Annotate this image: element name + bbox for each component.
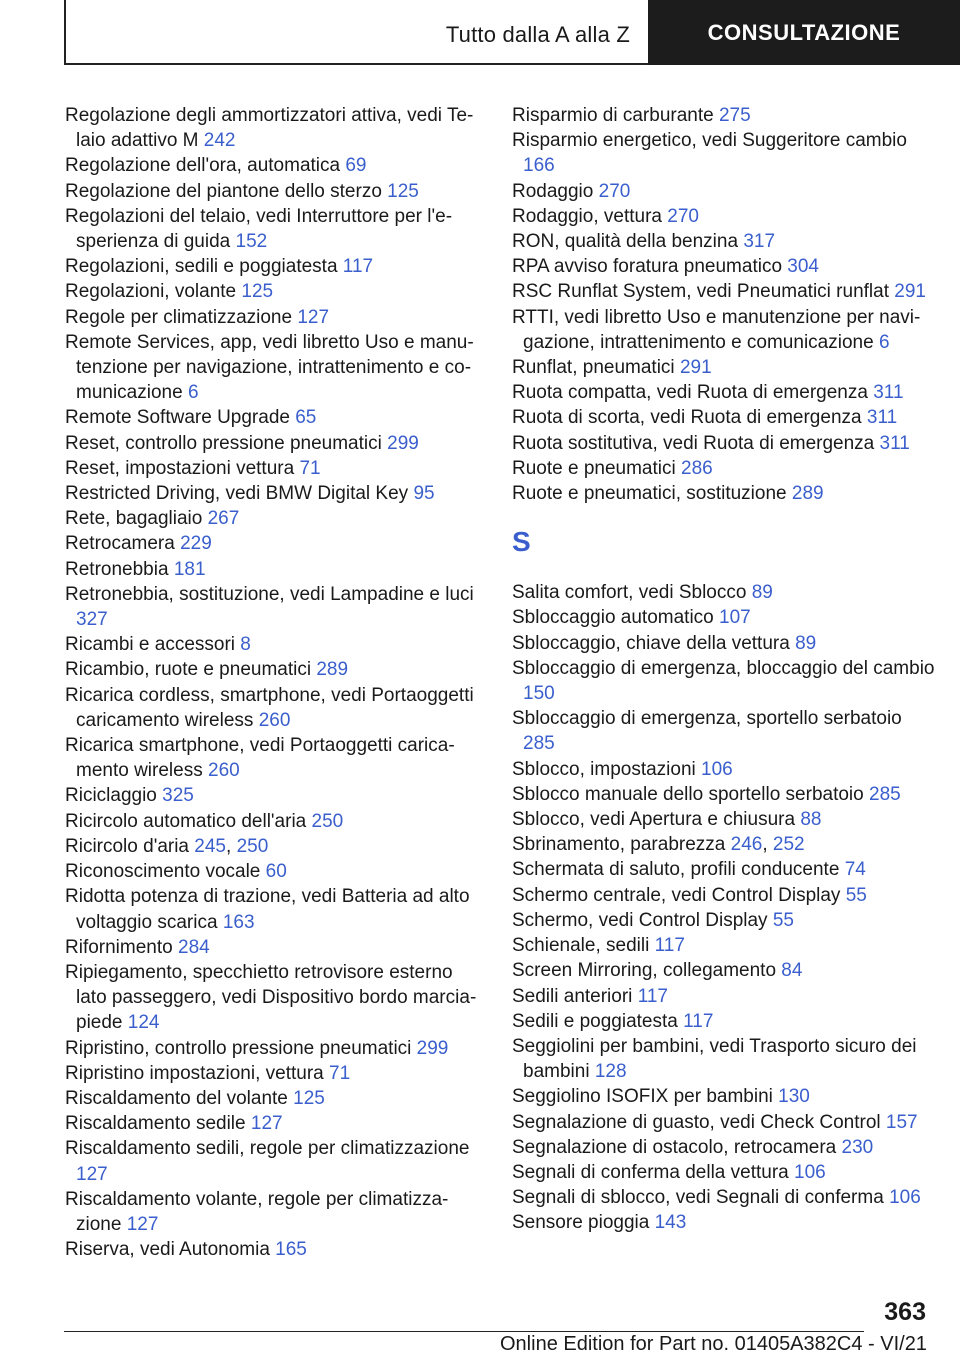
index-entry <box>65 935 485 960</box>
index-entry-term: Regole per climatizzazione <box>65 306 293 328</box>
page-reference-link[interactable]: 127 <box>250 1113 283 1135</box>
index-entry-term: Reset, controllo pressione pneumatici <box>65 432 382 454</box>
index-group-r <box>512 103 937 506</box>
index-entry-term: Salita comfort, vedi Sblocco <box>512 582 747 604</box>
index-entry-term: Riciclaggio <box>65 785 157 807</box>
index-entry-term: Regolazioni del telaio, vedi Interruttore per l'esperienza di guida <box>65 205 453 253</box>
index-entry <box>512 1110 937 1135</box>
index-entry <box>512 807 937 832</box>
index-entry <box>512 431 937 456</box>
index-entry <box>512 380 937 405</box>
page-reference-link[interactable]: 311 <box>866 407 898 429</box>
index-entry <box>512 958 937 983</box>
index-entry-term: Ripiegamento, specchietto retrovisore esterno lato passeggero, vedi Dispositivo bordo marciapiede <box>65 961 477 1034</box>
index-entry-term: Schermata di saluto, profili conducente <box>512 859 840 881</box>
index-entry <box>65 254 485 279</box>
page-reference-link[interactable]: 127 <box>297 306 330 328</box>
index-entry-term: Ripristino impostazioni, vettura <box>65 1062 324 1084</box>
page-reference-link[interactable]: 89 <box>751 582 773 604</box>
page-reference-link[interactable]: 246 <box>730 834 763 856</box>
index-entry <box>512 933 937 958</box>
index-entry <box>512 1135 937 1160</box>
index-entry <box>512 631 937 656</box>
page-reference-link[interactable]: 317 <box>743 231 776 253</box>
page-reference-link[interactable]: 245 <box>194 835 226 857</box>
index-entry <box>65 1187 485 1237</box>
index-entry <box>65 1111 485 1136</box>
index-entry-term: Sblocco manuale dello sportello serbatoio <box>512 783 864 805</box>
header-section-title: Tutto dalla A alla Z <box>445 22 630 47</box>
index-entry-term: Rodaggio <box>512 180 594 202</box>
index-entry <box>65 330 485 406</box>
index-entry-term: Ruota sostitutiva, vedi Ruota di emergenza <box>512 432 875 454</box>
index-entry-term: Sbloccaggio di emergenza, bloccaggio del cambio <box>512 657 935 679</box>
index-entry <box>65 531 485 556</box>
index-entry-term: Riscaldamento del volante <box>65 1087 288 1109</box>
footer-rule <box>64 1331 864 1332</box>
page-reference-link[interactable]: 107 <box>719 607 751 629</box>
page-reference-link[interactable]: 125 <box>241 281 274 303</box>
page-reference-link[interactable]: 117 <box>342 256 374 278</box>
index-entry <box>65 632 485 657</box>
index-entry <box>65 1086 485 1111</box>
index-entry <box>512 179 937 204</box>
index-entry-term: Ruota compatta, vedi Ruota di emergenza <box>512 382 868 404</box>
index-entry <box>512 1210 937 1235</box>
index-entry-term: Riscaldamento volante, regole per climatizzazione <box>65 1188 449 1235</box>
header-chapter-tab <box>648 0 960 65</box>
index-entry-term: Sedili anteriori <box>512 985 633 1007</box>
index-entry-term: Rifornimento <box>65 936 173 958</box>
index-entry-term: Ricambi e accessori <box>65 634 235 656</box>
edition-note: Online Edition for Part no. 01405A382C4 - VI/21 <box>500 1333 927 1355</box>
page-reference-link[interactable]: 8 <box>240 634 251 656</box>
index-entry <box>65 809 485 834</box>
index-entry <box>65 557 485 582</box>
page-reference-link[interactable]: 284 <box>178 936 210 958</box>
index-entry-term: Remote Services, app, vedi libretto Uso e manutenzione per navigazione, intrattenimento e comunicazione <box>65 331 474 404</box>
page-reference-link[interactable]: 143 <box>654 1212 687 1234</box>
index-entry-term: Seggiolino ISOFIX per bambini <box>512 1086 773 1108</box>
index-entry <box>65 683 485 733</box>
page-reference-link[interactable]: 117 <box>637 985 668 1007</box>
index-entry-term: Regolazioni, volante <box>65 281 237 303</box>
page-reference-link[interactable]: 150 <box>523 683 555 705</box>
index-entry-term: Sbloccaggio, chiave della vettura <box>512 632 790 654</box>
index-entry-term: Rete, bagagliaio <box>65 508 203 530</box>
index-entry <box>65 153 485 178</box>
page-reference-link[interactable]: 304 <box>787 256 819 278</box>
page-reference-link[interactable]: 125 <box>387 180 419 202</box>
page-reference-link[interactable]: 69 <box>345 155 367 177</box>
index-entry-term: Sedili e poggiatesta <box>512 1010 678 1032</box>
index-entry-term: Segnalazione di ostacolo, retrocamera <box>512 1136 837 1158</box>
index-entry <box>65 657 485 682</box>
page-reference-link[interactable]: 117 <box>683 1010 714 1032</box>
index-entry-term: Ricircolo automatico dell'aria <box>65 810 307 832</box>
index-entry <box>65 733 485 783</box>
index-entry-term: RPA avviso foratura pneumatico <box>512 256 783 278</box>
index-entry-term: Segnalazione di guasto, vedi Check Control <box>512 1111 881 1133</box>
index-entry <box>65 960 485 1036</box>
page-reference-link[interactable]: 127 <box>126 1213 159 1235</box>
header-chapter-label: CONSULTAZIONE <box>707 19 901 45</box>
page-reference-link[interactable]: 106 <box>794 1161 826 1183</box>
page-reference-link[interactable]: 127 <box>76 1163 108 1185</box>
index-entry-term: RTTI, vedi libretto Uso e manutenzione per navigazione, intrattenimento e comunicazione <box>512 306 921 353</box>
index-entry-term: Schermo, vedi Control Display <box>512 909 768 931</box>
page-reference-link[interactable]: 65 <box>295 407 317 429</box>
index-entry <box>512 481 937 506</box>
index-entry-term: Ricircolo d'aria <box>65 835 190 857</box>
index-entry-term: RSC Runflat System, vedi Pneumatici runflat <box>512 281 889 303</box>
index-entry-term: Ricambio, ruote e pneumatici <box>65 659 312 681</box>
index-entry-term: Sbrinamento, parabrezza <box>512 834 726 856</box>
page-reference-link[interactable]: 6 <box>187 382 199 404</box>
page-reference-link[interactable]: 285 <box>869 783 901 805</box>
page-reference-link[interactable]: 163 <box>222 911 255 933</box>
index-section-letter: S <box>512 526 531 558</box>
page-reference-link[interactable]: 270 <box>598 180 631 202</box>
page-reference-link[interactable]: 260 <box>208 760 240 782</box>
page-reference-link[interactable]: 55 <box>772 909 794 931</box>
page-reference-link[interactable]: 165 <box>275 1239 307 1261</box>
index-entry <box>65 405 485 430</box>
index-entry-term: Ricarica smartphone, vedi Portaoggetti caricamento wireless <box>65 735 455 782</box>
index-entry <box>512 355 937 380</box>
index-entry-term: Runflat, pneumatici <box>512 357 675 379</box>
page-reference-link[interactable]: 250 <box>311 810 344 832</box>
page-reference-link[interactable]: 124 <box>127 1012 160 1034</box>
index-entry <box>65 1036 485 1061</box>
index-entry-term: Riscaldamento sedile <box>65 1113 246 1135</box>
page-reference-link[interactable]: 106 <box>889 1187 921 1209</box>
index-entry-term: Segnali di conferma della vettura <box>512 1161 789 1183</box>
page-reference-link[interactable]: 71 <box>299 457 321 479</box>
page-reference-link[interactable]: 327 <box>76 609 108 631</box>
page-reference-link[interactable]: 71 <box>329 1062 351 1084</box>
page-reference-link[interactable]: 285 <box>523 733 555 755</box>
page-number: 363 <box>884 1298 926 1326</box>
page-reference-link[interactable]: 229 <box>180 533 212 555</box>
index-entry-term: Schermo centrale, vedi Control Display <box>512 884 841 906</box>
index-entry-term: Regolazione dell'ora, automatica <box>65 155 341 177</box>
index-entry-term: Sblocco, impostazioni <box>512 758 696 780</box>
index-entry-term: Regolazione degli ammortizzatori attiva, vedi Telaio adattivo M <box>65 105 474 152</box>
page-reference-link[interactable]: 157 <box>885 1111 918 1133</box>
page-reference-link[interactable]: 166 <box>523 155 555 177</box>
page-reference-link[interactable]: 267 <box>207 508 240 530</box>
index-entry <box>512 128 937 178</box>
index-entry <box>65 783 485 808</box>
index-entry-term: RON, qualità della benzina <box>512 231 739 253</box>
index-entry-term: Retrocamera <box>65 533 175 555</box>
page-reference-link[interactable]: 270 <box>667 205 699 227</box>
page-reference-link[interactable]: 84 <box>781 960 803 982</box>
index-entry <box>512 857 937 882</box>
index-column-left <box>65 103 485 1262</box>
index-entry <box>65 1061 485 1086</box>
index-entry <box>512 1185 937 1210</box>
page-reference-link[interactable]: 125 <box>293 1087 325 1109</box>
index-entry <box>65 103 485 153</box>
index-entry-term: Ruota di scorta, vedi Ruota di emergenza <box>512 407 862 429</box>
page-reference-link[interactable]: 299 <box>416 1037 449 1059</box>
index-entry <box>65 204 485 254</box>
index-entry: Sbrinamento, parabrezza 246, 252 <box>512 834 805 856</box>
index-entry <box>65 506 485 531</box>
index-entry <box>512 456 937 481</box>
page-reference-link[interactable]: 299 <box>387 432 419 454</box>
page-reference-link[interactable]: 55 <box>845 884 867 906</box>
index-entry-term: Sbloccaggio di emergenza, sportello serbatoio <box>512 708 902 730</box>
index-entry-term: Sbloccaggio automatico <box>512 607 714 629</box>
page-reference-link[interactable]: 74 <box>844 859 866 881</box>
index-entry <box>65 279 485 304</box>
index-entry-term: Sblocco, vedi Apertura e chiusura <box>512 809 796 831</box>
index-entry <box>65 1136 485 1186</box>
index-entry <box>512 229 937 254</box>
page-reference-link[interactable]: 325 <box>162 785 194 807</box>
page-reference-link[interactable]: 289 <box>316 659 349 681</box>
index-entry-term: Risparmio di carburante <box>512 105 714 126</box>
index-entry <box>512 580 937 605</box>
index-entry-term: Ripristino, controllo pressione pneumatici <box>65 1037 412 1059</box>
page-reference-link[interactable]: 289 <box>791 483 824 505</box>
index-entry <box>512 605 937 630</box>
index-entry <box>65 305 485 330</box>
index-column-right <box>512 103 937 1236</box>
page-reference-link[interactable]: 6 <box>878 331 890 353</box>
index-entry-term: Schienale, sedili <box>512 935 650 957</box>
page-reference-link[interactable]: 250 <box>236 835 269 857</box>
page-reference-link[interactable]: 60 <box>265 861 287 883</box>
page-reference-link[interactable]: 128 <box>594 1061 627 1083</box>
index-entry-term: Risparmio energetico, vedi Suggeritore cambio <box>512 130 907 152</box>
index-entry <box>65 1237 485 1262</box>
index-entry-term: Screen Mirroring, collegamento <box>512 960 777 982</box>
page-reference-link[interactable]: 291 <box>679 357 712 379</box>
index-entry <box>512 1009 937 1034</box>
page-reference-link[interactable]: 230 <box>841 1136 874 1158</box>
index-entry-term: Riconoscimento vocale <box>65 861 261 883</box>
header-divider <box>64 0 66 65</box>
index-entry-term: Ricarica cordless, smartphone, vedi Portaoggetti caricamento wireless <box>65 684 474 731</box>
index-entry-term: Riserva, vedi Autonomia <box>65 1239 270 1261</box>
index-entry-term: Regolazioni, sedili e poggiatesta <box>65 256 338 278</box>
page-reference-link[interactable]: 117 <box>654 935 685 957</box>
index-entry <box>512 405 937 430</box>
page-reference-link[interactable]: 252 <box>772 834 805 856</box>
index-entry-term: Riscaldamento sedili, regole per climatizzazione <box>65 1138 470 1160</box>
page-reference-link[interactable]: 311 <box>873 382 904 404</box>
index-entry-term: Segnali di sblocco, vedi Segnali di conferma <box>512 1187 884 1209</box>
index-entry-term: Retronebbia, sostituzione, vedi Lampadine e luci <box>65 583 474 605</box>
index-entry-term: Sensore pioggia <box>512 1212 650 1234</box>
index-entry <box>512 1084 937 1109</box>
index-entry-term: Reset, impostazioni vettura <box>65 457 295 479</box>
index-entry <box>512 1034 937 1084</box>
index-entry <box>512 656 937 706</box>
index-entry <box>512 706 937 756</box>
index-entry-term: Ruote e pneumatici, sostituzione <box>512 483 787 505</box>
index-entry <box>512 1160 937 1185</box>
page-reference-link[interactable]: 89 <box>795 632 817 654</box>
page-reference-link[interactable]: 95 <box>413 483 435 505</box>
index-entry-term: Ridotta potenza di trazione, vedi Batteria ad alto voltaggio scarica <box>65 886 470 933</box>
index-entry <box>512 757 937 782</box>
index-entry <box>512 254 937 279</box>
index-entry <box>65 456 485 481</box>
index-entry-term: Regolazione del piantone dello sterzo <box>65 180 382 202</box>
page-reference-link[interactable]: 275 <box>718 105 751 126</box>
index-entry <box>512 782 937 807</box>
page-reference-link[interactable]: 311 <box>879 432 910 454</box>
index-entry-term: Seggiolini per bambini, vedi Trasporto sicuro dei bambini <box>512 1035 917 1083</box>
page-reference-link[interactable]: 181 <box>173 558 206 580</box>
index-entry-term: Retronebbia <box>65 558 169 580</box>
index-group-s <box>512 580 937 1235</box>
index-entry-term: Ruote e pneumatici <box>512 457 676 479</box>
index-entry-term: Remote Software Upgrade <box>65 407 290 429</box>
index-entry <box>65 582 485 632</box>
page-reference-link[interactable]: 286 <box>681 457 713 479</box>
index-entry <box>512 305 937 355</box>
index-entry-term: Restricted Driving, vedi BMW Digital Key <box>65 483 409 505</box>
index-entry <box>65 431 485 456</box>
index-entry <box>65 859 485 884</box>
page-reference-link[interactable]: 291 <box>894 281 926 303</box>
index-entry <box>512 204 937 229</box>
index-entry <box>65 481 485 506</box>
index-entry <box>65 179 485 204</box>
page-reference-link[interactable]: 88 <box>800 809 822 831</box>
index-entry <box>512 883 937 908</box>
page-reference-link[interactable]: 242 <box>203 130 236 152</box>
page-reference-link[interactable]: 130 <box>778 1086 810 1108</box>
index-entry <box>512 908 937 933</box>
index-entry <box>512 279 937 304</box>
index-entry: Ricircolo d'aria 245, 250 <box>65 835 269 857</box>
page-reference-link[interactable]: 152 <box>235 231 268 253</box>
index-entry <box>512 103 937 128</box>
index-entry-term: Rodaggio, vettura <box>512 205 662 227</box>
page-reference-link[interactable]: 260 <box>258 709 291 731</box>
index-entry <box>512 984 937 1009</box>
index-entry <box>65 884 485 934</box>
page-reference-link[interactable]: 106 <box>701 758 733 780</box>
